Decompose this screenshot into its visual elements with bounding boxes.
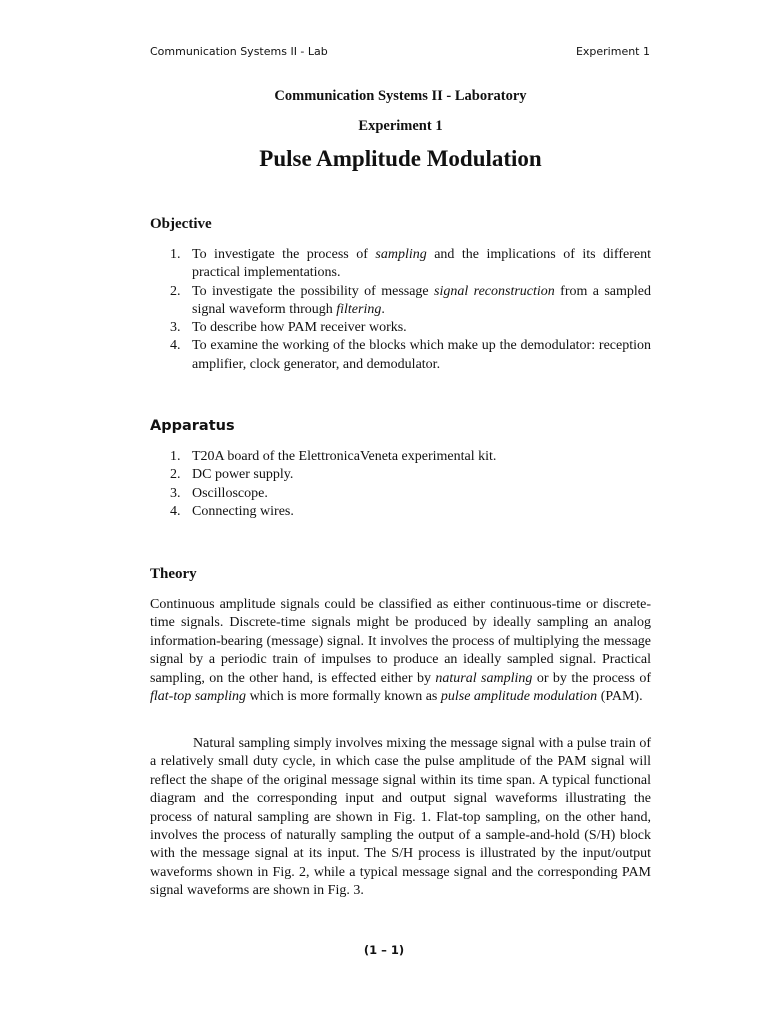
list-item: 2. DC power supply.: [150, 466, 651, 484]
experiment-title: Experiment 1: [358, 118, 443, 134]
objective-heading: Objective: [150, 216, 212, 232]
list-item: 3. Oscilloscope.: [150, 485, 651, 503]
list-number: 1.: [170, 449, 181, 464]
list-number: 2.: [170, 283, 181, 299]
theory-paragraph-2: Natural sampling simply involves mixing the message signal with a pulse train of a relatively small duty cycle, in which case the pulse amplitude of the PAM signal will reflect the shape of the original message signal within its time span. A typical functional diagram and the corresponding input and output signal waveforms illustrating the process of natural sampling are shown in Fig. 1. Flat-top sampling, on the other hand, involves the process of naturally sampling the output of a sample-and-hold (S/H) block with the message signal at its input. The S/H process is illustrated by the input/output waveforms shown in Fig. 2, while a typical message signal and the corresponding PAM signal waveforms are shown in Fig. 3.: [150, 736, 651, 899]
objective-list: [150, 246, 651, 374]
list-item: 4. Connecting wires.: [150, 503, 651, 521]
list-item: 1. T20A board of the ElettronicaVeneta experimental kit.: [150, 448, 651, 466]
list-number: 3.: [170, 485, 181, 501]
list-item: 4. To examine the working of the blocks which make up the demodulator: reception amplifier, clock generator, and demodulator.: [170, 338, 651, 372]
list-number: 3.: [170, 320, 181, 336]
page-title: Pulse Amplitude Modulation: [259, 146, 542, 171]
list-item: 1. To investigate the process of sampling and the implications of its different practical implementations.: [170, 247, 651, 281]
lab-title: Communication Systems II - Laboratory: [274, 88, 527, 104]
header-experiment: Experiment 1: [575, 45, 650, 58]
page-number: (1 – 1): [363, 943, 405, 957]
theory-paragraph-1: Continuous amplitude signals could be classified as either continuous-time or discrete-time signals. Discrete-time signals might be produced by ideally sampling an analog information-bearing (message) signal. It involves the process of multiplying the message signal by a periodic train of impulses to produce an ideally sampled signal. Practical sampling, on the other hand, is effected either by natural sampling or by the process of flat-top sampling which is more formally known as pulse amplitude modulation (PAM).: [150, 597, 651, 705]
theory-heading: Theory: [150, 566, 197, 582]
apparatus-list: [150, 448, 651, 521]
list-number: 1.: [170, 247, 181, 262]
header-course: Communication Systems II - Lab: [150, 45, 328, 58]
apparatus-heading: Apparatus: [150, 418, 235, 434]
list-number: 4.: [170, 503, 181, 519]
list-item: 3. To describe how PAM receiver works.: [150, 319, 651, 337]
list-number: 2.: [170, 467, 181, 483]
list-number: 4.: [170, 338, 181, 354]
list-item: 2. To investigate the possibility of message signal reconstruction from a sampled signal waveform through filtering.: [170, 283, 651, 317]
